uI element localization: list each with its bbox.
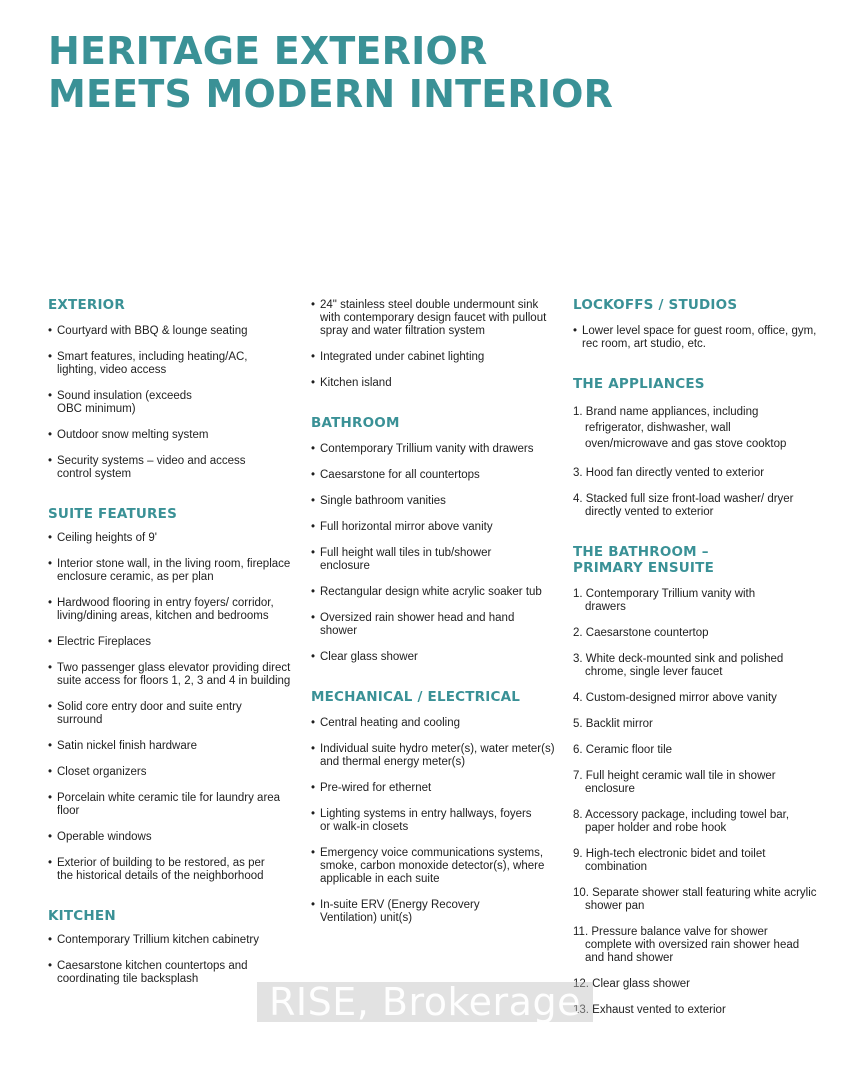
list-item-text: 1. Contemporary Trillium vanity with drawers [573, 588, 756, 613]
list-item [573, 848, 825, 874]
appliances-heading: THE APPLIANCES [573, 376, 705, 392]
page-title [48, 30, 613, 116]
list-item: • Solid core entry door and suite entry surround [48, 701, 298, 727]
mechanical-list [311, 717, 561, 925]
list-item: • Sound insulation (exceeds OBC minimum) [48, 390, 298, 416]
list-item-text: 5. Backlit mirror [573, 718, 653, 730]
list-item: • Two passenger glass elevator providing direct suite access for floors 1, 2, 3 and 4 in building [48, 662, 298, 688]
page-title-line-2: MEETS MODERN INTERIOR [48, 72, 614, 116]
list-item: • Lower level space for guest room, office, gym, rec room, art studio, etc. [573, 325, 833, 351]
list-item: • Interior stone wall, in the living room, fireplace enclosure ceramic, as per plan [48, 558, 298, 584]
list-item-text: 7. Full height ceramic wall tile in shower enclosure [573, 770, 776, 795]
kitchen-heading: KITCHEN [48, 908, 116, 924]
list-item: • Ceiling heights of 9' [48, 532, 298, 545]
list-item: • Hardwood flooring in entry foyers/ corridor, living/dining areas, kitchen and bedrooms [48, 597, 298, 623]
list-item: • Integrated under cabinet lighting [311, 351, 561, 364]
list-item [573, 653, 825, 679]
list-item-text: 12. Clear glass shower [573, 978, 690, 990]
appliances-list [573, 404, 825, 519]
primary-ensuite-heading-line-2: PRIMARY ENSUITE [573, 560, 714, 576]
exterior-list [48, 325, 298, 481]
list-item-text: 1. Brand name appliances, including refrigerator, dishwasher, wall oven/microwave and gas stove cooktop [573, 406, 787, 450]
list-item [573, 627, 825, 640]
lockoffs-heading: LOCKOFFS / STUDIOS [573, 297, 738, 313]
list-item-text: 3. Hood fan directly vented to exterior [573, 467, 765, 479]
column-2 [311, 299, 561, 950]
list-item: • Oversized rain shower head and hand shower [311, 612, 561, 638]
list-item [573, 718, 825, 731]
list-item: • Contemporary Trillium vanity with drawers [311, 443, 561, 456]
list-item: • Single bathroom vanities [311, 495, 561, 508]
list-item: • Satin nickel finish hardware [48, 740, 298, 753]
list-item: • Clear glass shower [311, 651, 561, 664]
list-item: • Smart features, including heating/AC, lighting, video access [48, 351, 298, 377]
list-item: • Closet organizers [48, 766, 298, 779]
list-item-text: 6. Ceramic floor tile [573, 744, 673, 756]
list-item [573, 744, 825, 757]
list-item-text: 8. Accessory package, including towel bar, paper holder and robe hook [573, 809, 790, 834]
bathroom-list [311, 443, 561, 664]
list-item [573, 809, 825, 835]
kitchen-list-a [48, 934, 298, 986]
primary-ensuite-heading-line-1: THE BATHROOM – [573, 544, 709, 560]
list-item: • Contemporary Trillium kitchen cabinetry [48, 934, 310, 947]
column-3 [573, 297, 825, 1042]
list-item-text: 10. Separate shower stall featuring white acrylic shower pan [573, 887, 817, 912]
list-item: • Full horizontal mirror above vanity [311, 521, 561, 534]
list-item: • Operable windows [48, 831, 298, 844]
list-item [573, 926, 825, 965]
kitchen-list-b [311, 299, 561, 390]
list-item [573, 978, 825, 991]
primary-ensuite-heading [573, 544, 825, 576]
list-item [573, 692, 825, 705]
list-item: • Central heating and cooling [311, 717, 561, 730]
lockoffs-list [573, 325, 825, 351]
list-item [573, 588, 825, 614]
list-item-text: 3. White deck-mounted sink and polished chrome, single lever faucet [573, 653, 784, 678]
list-item: • Outdoor snow melting system [48, 429, 298, 442]
page-title-line-1: HERITAGE EXTERIOR [48, 29, 488, 73]
list-item-text: 13. Exhaust vented to exterior [573, 1004, 726, 1016]
list-item [573, 467, 825, 480]
list-item: • Porcelain white ceramic tile for laundry area floor [48, 792, 298, 818]
list-item: • Exterior of building to be restored, as per the historical details of the neighborhood [48, 857, 298, 883]
list-item: • Courtyard with BBQ & lounge seating [48, 325, 298, 338]
list-item [573, 770, 825, 796]
list-item-text: 2. Caesarstone countertop [573, 627, 709, 639]
list-item: • Security systems – video and access control system [48, 455, 298, 481]
suite-features-list [48, 532, 298, 883]
bathroom-heading: BATHROOM [311, 415, 400, 431]
list-item: • Electric Fireplaces [48, 636, 298, 649]
list-item: • 24" stainless steel double undermount sink with contemporary design faucet with pullout spray and water filtration system [311, 299, 561, 338]
list-item: • Emergency voice communications systems, smoke, carbon monoxide detector(s), where applicable in each suite [311, 847, 561, 886]
list-item: • In-suite ERV (Energy Recovery Ventilation) unit(s) [311, 899, 561, 925]
list-item-text: 11. Pressure balance valve for shower complete with oversized rain shower head and hand shower [573, 926, 800, 964]
list-item: • Caesarstone kitchen countertops and coordinating tile backsplash [48, 960, 298, 986]
list-item: • Rectangular design white acrylic soaker tub [311, 586, 561, 599]
list-item: • Lighting systems in entry hallways, foyers or walk-in closets [311, 808, 561, 834]
list-item: • Pre-wired for ethernet [311, 782, 561, 795]
list-item [573, 493, 825, 519]
list-item-text: 4. Custom-designed mirror above vanity [573, 692, 777, 704]
exterior-heading: EXTERIOR [48, 297, 125, 313]
list-item: • Kitchen island [311, 377, 561, 390]
mechanical-heading: MECHANICAL / ELECTRICAL [311, 689, 521, 705]
list-item [573, 404, 825, 452]
list-item: • Caesarstone for all countertops [311, 469, 561, 482]
brokerage-watermark: RISE, Brokerage [257, 982, 593, 1022]
column-1 [48, 297, 298, 1011]
primary-ensuite-list [573, 588, 825, 1017]
list-item: • Individual suite hydro meter(s), water meter(s) and thermal energy meter(s) [311, 743, 561, 769]
list-item [573, 887, 825, 913]
list-item [573, 1004, 825, 1017]
list-item-text: 9. High-tech electronic bidet and toilet combination [573, 848, 766, 873]
list-item-text: 4. Stacked full size front-load washer/ dryer directly vented to exterior [573, 493, 794, 518]
list-item: • Full height wall tiles in tub/shower enclosure [311, 547, 561, 573]
suite-features-heading: SUITE FEATURES [48, 506, 177, 522]
